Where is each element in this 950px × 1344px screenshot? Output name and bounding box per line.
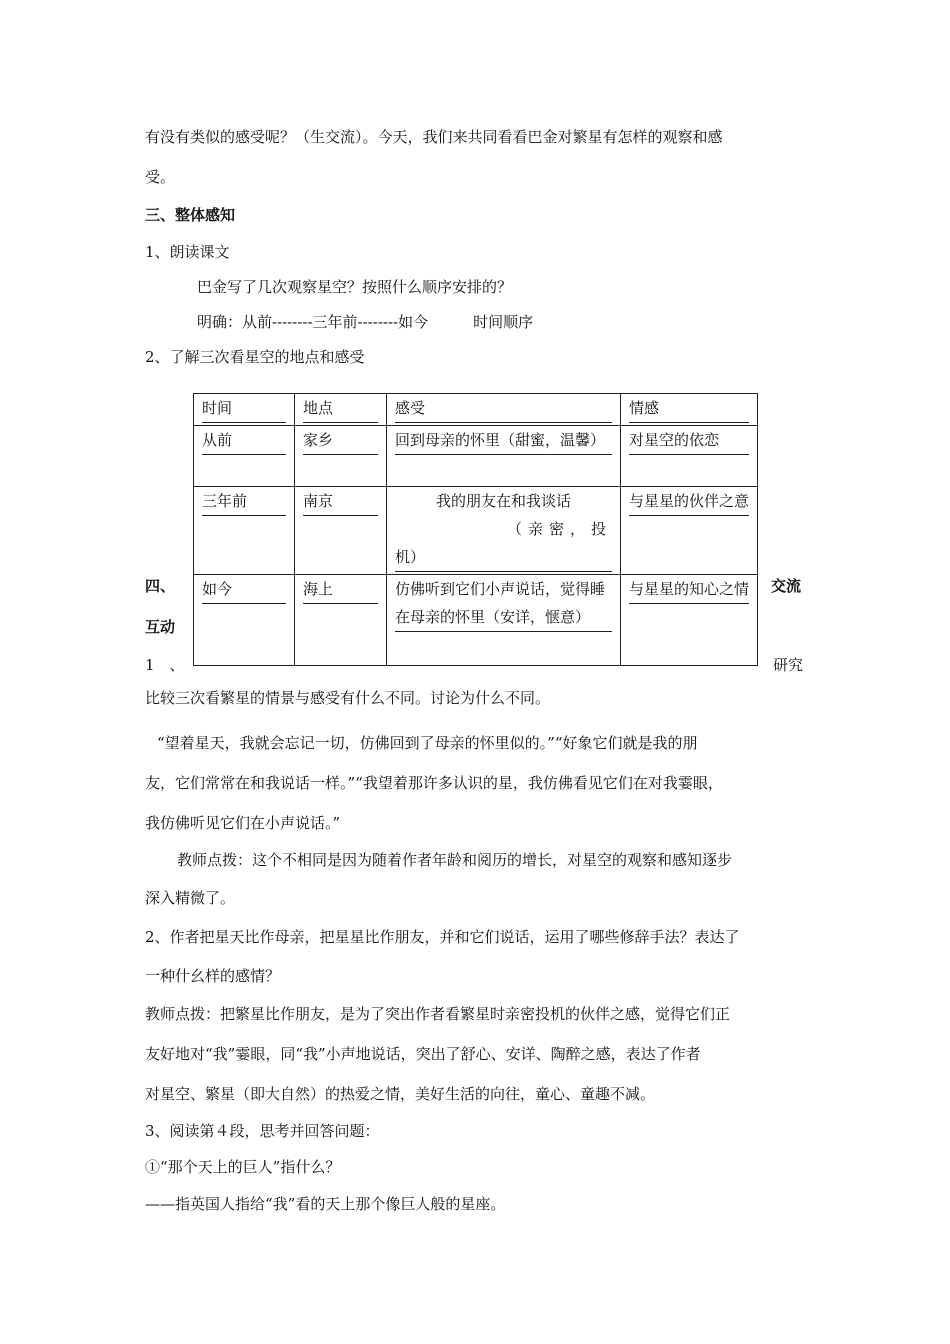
section-heading-4-right: 交流	[771, 577, 802, 595]
cell-feeling: 回到母亲的怀里（甜蜜，温馨）	[387, 426, 621, 487]
star-viewing-table	[193, 393, 758, 666]
paragraph-line: 比较三次看繁星的情景与感受有什么不同。讨论为什么不同。	[145, 689, 551, 707]
cell-place: 南京	[295, 487, 387, 575]
cell-time: 从前	[194, 426, 295, 487]
quote-line: “望着星天，我就会忘记一切，仿佛回到了母亲的怀里似的。”“好象它们就是我的朋	[157, 734, 698, 752]
cell-emotion: 对星空的依恋	[621, 426, 758, 487]
cell-feeling: 仿佛听到它们小声说话，觉得睡在母亲的怀里（安详，惬意）	[387, 575, 621, 666]
quote-line: 我仿佛听见它们在小声说话。”	[145, 814, 341, 832]
paragraph-line: 研究	[773, 656, 804, 674]
section-heading-4-cont: 互动	[145, 618, 176, 636]
paragraph-line: 有没有类似的感受呢？（生交流）。今天，我们来共同看看巴金对繁星有怎样的观察和感	[145, 128, 723, 146]
cell-place: 海上	[295, 575, 387, 666]
teacher-note-2-cont: 对星空、繁星（即大自然）的热爱之情，美好生活的向往，童心、童趣不减。	[145, 1085, 656, 1103]
question-2: 2、作者把星天比作母亲，把星星比作朋友，并和它们说话，运用了哪些修辞手法？表达了	[145, 928, 740, 946]
teacher-note-2: 教师点拨：把繁星比作朋友，是为了突出作者看繁星时亲密投机的伙伴之感，觉得它们正	[145, 1005, 731, 1023]
header-emotion: 情感	[621, 394, 758, 426]
subheading-2: 2、了解三次看星空的地点和感受	[145, 348, 365, 366]
cell-time: 如今	[194, 575, 295, 666]
question-2-cont: 一种什幺样的感情？	[145, 967, 281, 985]
teacher-note-2-cont: 友好地对“我”霎眼，同“我”小声地说话，突出了舒心、安详、陶醉之感，表达了作者	[145, 1045, 701, 1063]
cell-emotion: 与星星的伙伴之意	[621, 487, 758, 575]
header-feeling: 感受	[387, 394, 621, 426]
quote-line: 友，它们常常在和我说话一样。”“我望着那许多认识的星，我仿佛看见它们在对我霎眼，	[145, 774, 723, 792]
section-heading-4: 四、	[145, 577, 176, 595]
teacher-note-1-cont: 深入精微了。	[145, 889, 236, 907]
section-heading-3: 三、整体感知	[145, 206, 236, 224]
cell-feeling: 我的朋友在和我谈话 （亲密，投 机）	[387, 487, 621, 575]
header-place: 地点	[295, 394, 387, 426]
answer-1: 明确：从前--------三年前--------如今 时间顺序	[197, 313, 534, 331]
header-time: 时间	[194, 394, 295, 426]
cell-time: 三年前	[194, 487, 295, 575]
table-header-row	[194, 394, 758, 426]
cell-emotion: 与星星的知心之情	[621, 575, 758, 666]
table-row	[194, 426, 758, 487]
teacher-note-1: 教师点拨：这个不相同是因为随着作者年龄和阅历的增长，对星空的观察和感知逐步	[177, 851, 733, 869]
table-row	[194, 575, 758, 666]
subheading-1: 1、朗读课文	[145, 243, 230, 261]
cell-place: 家乡	[295, 426, 387, 487]
table-row	[194, 487, 758, 575]
answer-3a: ——指英国人指给“我”看的天上那个像巨人般的星座。	[145, 1195, 506, 1213]
question-3a: ①“那个天上的巨人”指什么？	[145, 1158, 341, 1176]
item-number-1: 1 、	[145, 656, 185, 674]
paragraph-line: 受。	[145, 168, 176, 186]
question-3: 3、阅读第４段，思考并回答问题：	[145, 1122, 380, 1140]
question-1: 巴金写了几次观察星空？按照什么顺序安排的？	[197, 278, 513, 296]
